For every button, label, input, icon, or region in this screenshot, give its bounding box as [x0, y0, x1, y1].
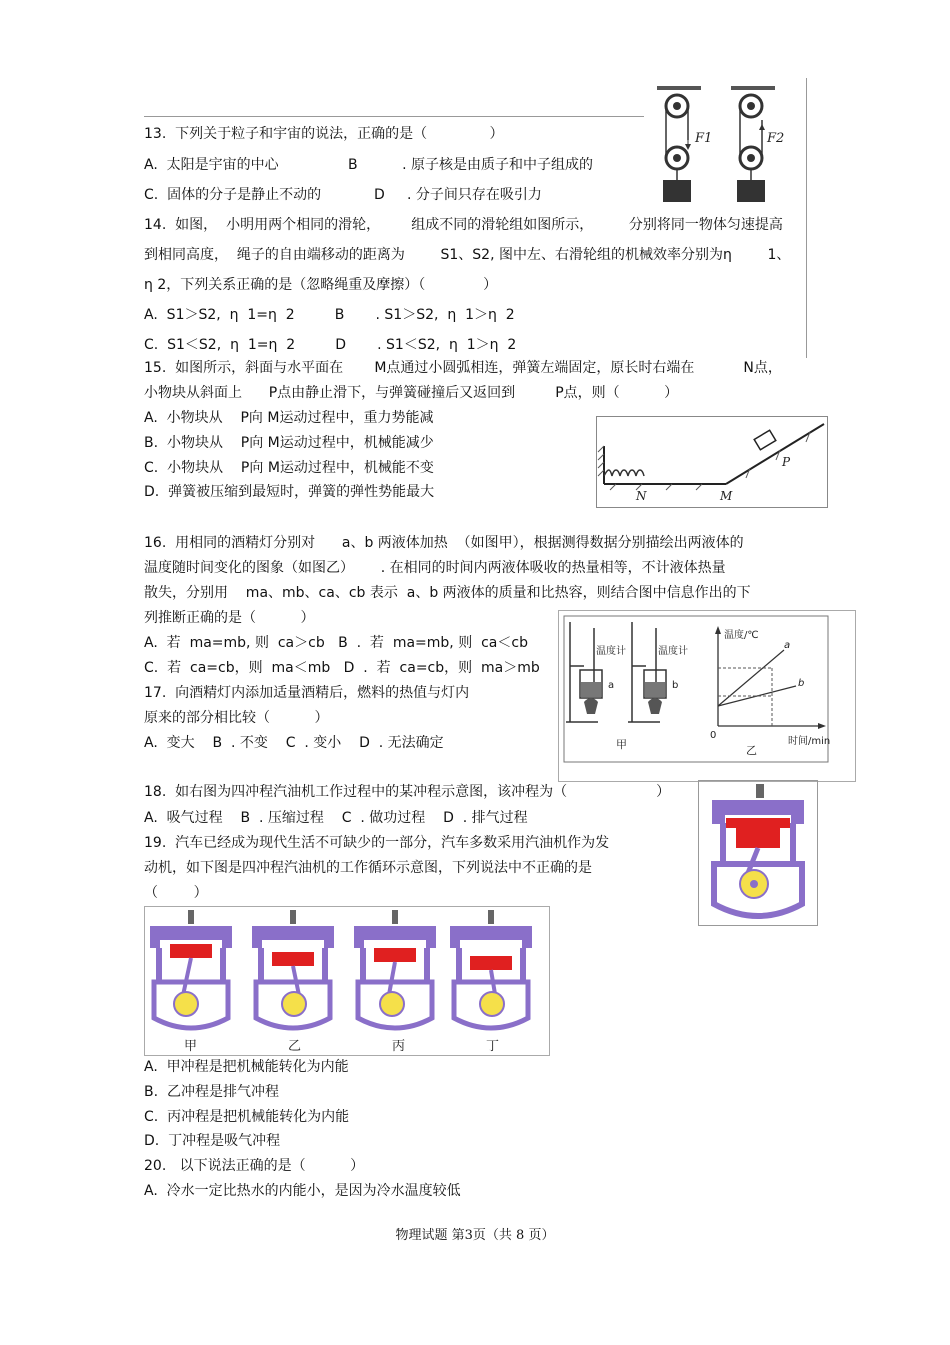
q15-option-d: D. 弹簧被压缩到最短时，弹簧的弹性势能最大 [144, 484, 435, 500]
q17-options: A. 变大 B . 不变 C . 变小 D . 无法确定 [144, 735, 444, 751]
label-n: N [636, 489, 647, 503]
label-thermometer-2: 温度计 [658, 646, 688, 657]
engine-ding [450, 910, 532, 1028]
q15-option-b: B. 小物块从 P向 M运动过程中，机械能减少 [144, 435, 434, 451]
q18-line1: 18. 如右图为四冲程汽油机工作过程中的某冲程示意图，该冲程为（ ） [144, 784, 671, 800]
graph-y-label: 温度/℃ [724, 630, 759, 641]
q19-line3: （ ） [144, 885, 208, 901]
engine-stroke-figure [698, 780, 818, 926]
engine-yi [252, 910, 334, 1028]
graph-origin: 0 [710, 730, 717, 741]
label-thermometer-1: 温度计 [596, 646, 626, 657]
engine-bing [354, 910, 436, 1028]
label-jia: 甲 [616, 738, 627, 751]
q13-option-d: D . 分子间只存在吸引力 [374, 187, 542, 203]
q13-option-a: A. 太阳是宇宙的中心 [144, 157, 279, 173]
q19-line2: 动机，如下图是四冲程汽油机的工作循环示意图，下列说法中不正确的是 [144, 860, 592, 876]
q17-line1: 17. 向酒精灯内添加适量酒精后，燃料的热值与灯内 [144, 685, 470, 701]
q20-line1: 20. 以下说法正确的是（ ） [144, 1158, 365, 1174]
graph-x-label: 时间/min [788, 736, 831, 747]
q15-option-c: C. 小物块从 P向 M运动过程中，机械能不变 [144, 460, 434, 476]
q16-line3: 散失，分别用 ma、mb、ca、cb 表示 a、b 两液体的质量和比热容，则结合图中信息作出的下 [144, 585, 751, 601]
q16-line4: 列推断正确的是（ ） [144, 610, 315, 626]
q14-options-ab: A. S1＞S2, η 1=η 2 B . S1＞S2, η 1＞η 2 [144, 307, 515, 323]
label-liquid-a: a [608, 680, 615, 691]
label-yi: 乙 [746, 744, 757, 757]
graph-line-b-label: b [798, 678, 805, 689]
engine-label-bing: 丙 [392, 1039, 406, 1054]
four-stroke-cycle-figure [144, 906, 550, 1056]
engine-label-ding: 丁 [486, 1039, 500, 1054]
q15-line1: 15. 如图所示，斜面与水平面在 M点通过小圆弧相连，弹簧左端固定，原长时右端在 N点， [144, 360, 782, 376]
q16-options-ab: A. 若 ma=mb, 则 ca＞cb B . 若 ma=mb, 则 ca＜cb [144, 635, 528, 651]
q19-option-a: A. 甲冲程是把机械能转化为内能 [144, 1059, 349, 1075]
q15-line2: 小物块从斜面上 P点由静止滑下，与弹簧碰撞后又返回到 P点，则（ ） [144, 385, 679, 401]
q14-line3: η 2，下列关系正确的是（忽略绳重及摩擦）（ ） [144, 277, 498, 293]
label-f1: F1 [695, 131, 713, 146]
q19-option-b: B. 乙冲程是排气冲程 [144, 1084, 279, 1100]
q14-options-cd: C. S1＜S2, η 1=η 2 D . S1＜S2, η 1＞η 2 [144, 337, 517, 353]
q19-line1: 19. 汽车已经成为现代生活不可缺少的一部分，汽车多数采用汽油机作为发 [144, 835, 610, 851]
label-m: M [720, 489, 733, 503]
q17-line2: 原来的部分相比较（ ） [144, 710, 329, 726]
q19-option-c: C. 丙冲程是把机械能转化为内能 [144, 1109, 350, 1125]
heating-figure [558, 610, 856, 782]
page-footer: 物理试题 第3页（共 8 页） [395, 1228, 555, 1243]
q16-options-cd: C. 若 ca=cb，则 ma＜mb D . 若 ca=cb，则 ma＞mb [144, 660, 540, 676]
q13-option-c: C. 固体的分子是静止不动的 [144, 187, 322, 203]
label-liquid-b: b [672, 680, 679, 691]
q14-line2: 到相同高度， 绳子的自由端移动的距离为 S1、S2, 图中左、右滑轮组的机械效率分别为η 1、 [144, 247, 791, 263]
q14-line1: 14. 如图， 小明用两个相同的滑轮， 组成不同的滑轮组如图所示， 分别将同一物体匀速提高 [144, 217, 783, 233]
q15-option-a: A. 小物块从 P向 M运动过程中，重力势能减 [144, 410, 434, 426]
fig-border-right [806, 78, 807, 358]
q13-stem: 13. 下列关于粒子和宇宙的说法，正确的是（ ） [144, 126, 504, 142]
pulley-figure [655, 80, 805, 210]
q13-option-b: B . 原子核是由质子和中子组成的 [348, 157, 594, 173]
engine-jia [150, 910, 232, 1028]
engine-label-yi: 乙 [288, 1039, 302, 1054]
graph-line-a-label: a [784, 640, 791, 651]
incline-spring-figure [596, 416, 828, 508]
q16-line2: 温度随时间变化的图象（如图乙） . 在相同的时间内两液体吸收的热量相等，不计液体热量 [144, 560, 726, 576]
q19-option-d: D. 丁冲程是吸气冲程 [144, 1133, 281, 1149]
q20-option-a: A. 冷水一定比热水的内能小，是因为冷水温度较低 [144, 1183, 461, 1199]
top-rule [144, 116, 644, 117]
label-f2: F2 [767, 131, 785, 146]
q16-line1: 16. 用相同的酒精灯分别对 a、b 两液体加热 （如图甲），根据测得数据分别描绘出两液体的 [144, 535, 744, 551]
label-p: P [782, 455, 791, 469]
engine-label-jia: 甲 [184, 1039, 198, 1054]
q18-options: A. 吸气过程 B . 压缩过程 C . 做功过程 D . 排气过程 [144, 810, 528, 826]
